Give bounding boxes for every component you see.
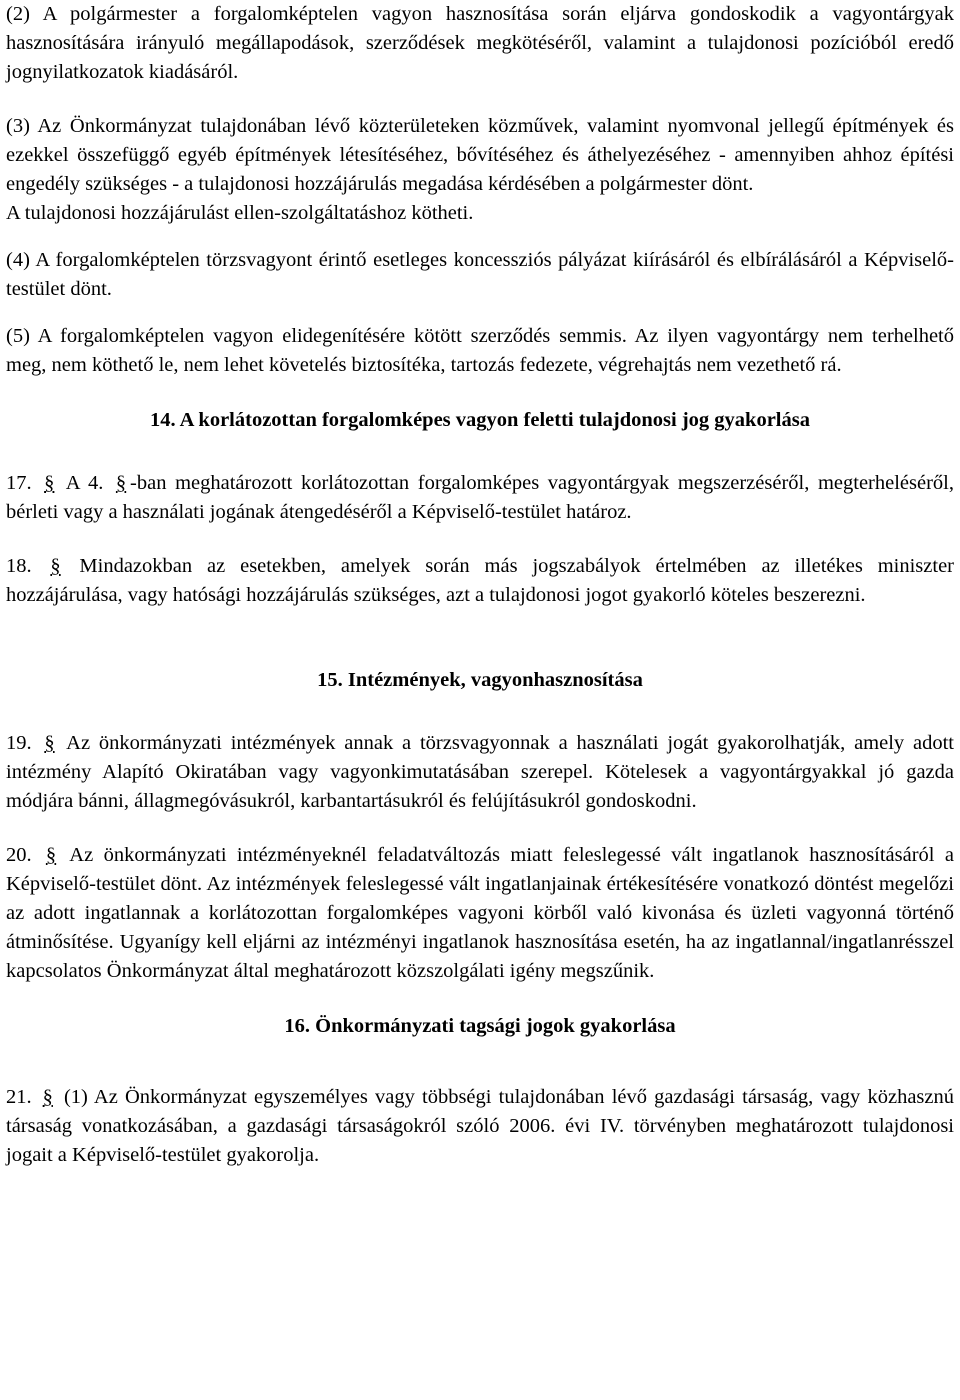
- heading-16: [6, 1012, 954, 1041]
- paragraph-21-number: 21.: [6, 1086, 32, 1108]
- heading-16-title: Önkormányzati tagsági jogok gyakorlása: [315, 1015, 676, 1037]
- paragraph-20-text: Az önkormányzati intézményeknél feladatváltozás miatt feleslegessé vált ingatlanok hasznosításáról a Képviselő-testület dönt. Az intézmények feleslegessé vált ingatlanjainak értékesítésére vonatkozó döntést megelőzi az adott ingatlannak a korlátozottan forgalomképes vagyoni körből való kivonása és üzleti vagyonná történő átminősítése. Ugyanígy kell eljárni az intézményi ingatlanok hasznosítása esetén, ha az ingatlannal/ingatlanrésszel kapcsolatos Önkormányzat által meghatározott közszolgálati igény megszűnik.: [6, 844, 954, 982]
- section-sign-icon: §: [44, 472, 55, 494]
- paragraph-19-text: Az önkormányzati intézmények annak a törzsvagyonnak a használati jogát gyakorolhatják, amely adott intézmény Alapító Okiratában vagy vagyonkimutatásában szerepel. Kötelesek a vagyontárgyakkal jó gazda módjára bánni, állagmegóvásukról, karbantartásukról és felújításukról gondoskodni.: [6, 732, 954, 812]
- paragraph-21-text: (1) Az Önkormányzat egyszemélyes vagy többségi tulajdonában lévő gazdasági társaság, vagy közhasznú társaság vonatkozásában, a gazdasági társaságokról szóló 2006. évi IV. törvényben meghatározott tulajdonosi jogait a Képviselő-testület gyakorolja.: [6, 1086, 955, 1166]
- paragraph-3: (3) Az Önkormányzat tulajdonában lévő közterületeken közművek, valamint nyomvonal jellegű építmények és ezekkel összefüggő egyéb építmények létesítéséhez, bővítéséhez és áthelyezéséhez - amennyiben ahhoz építési engedély szükséges - a tulajdonosi hozzájárulás megadása kérdésében a polgármester dönt.: [6, 115, 954, 195]
- paragraph-5: (5) A forgalomképtelen vagyon elidegenítésére kötött szerződés semmis. Az ilyen vagyontárgy nem terhelhető meg, nem köthető le, nem lehet követelés biztosítéka, tartozás fedezete, végrehajtás nem vezethető rá.: [6, 325, 954, 376]
- paragraph-18-number: 18.: [6, 555, 32, 577]
- section-sign-icon: §: [44, 732, 55, 754]
- section-sign-icon: §: [42, 1086, 53, 1108]
- paragraph-20-number: 20.: [6, 844, 32, 866]
- heading-16-number: 16.: [284, 1015, 310, 1037]
- paragraph-3b: A tulajdonosi hozzájárulást ellen-szolgáltatáshoz kötheti.: [6, 202, 474, 224]
- paragraph-17-ref: A 4.: [65, 472, 104, 494]
- paragraph-19: [6, 729, 954, 816]
- heading-14-title: A korlátozottan forgalomképes vagyon feletti tulajdonosi jog gyakorlása: [179, 409, 810, 431]
- document-page: [6, 0, 954, 1170]
- paragraph-17: [6, 469, 954, 527]
- paragraph-17-text: -ban meghatározott korlátozottan forgalomképes vagyontárgyak megszerzéséről, megterheléséről, bérleti vagy a használati jogának átengedéséről a Képviselő-testület határoz.: [6, 472, 955, 523]
- section-sign-icon: §: [45, 844, 57, 866]
- paragraph-20: [6, 841, 954, 986]
- heading-14-number: 14.: [150, 409, 176, 431]
- paragraph-19-number: 19.: [6, 732, 32, 754]
- heading-15: [6, 666, 954, 695]
- heading-14: [6, 406, 954, 435]
- section-sign-icon: §: [115, 472, 127, 494]
- paragraph-4: (4) A forgalomképtelen törzsvagyont érintő esetleges koncessziós pályázat kiírásáról és elbírálásáról a Képviselő-testület dönt.: [6, 249, 954, 300]
- paragraph-17-number: 17.: [6, 472, 32, 494]
- paragraph-2: (2) A polgármester a forgalomképtelen vagyon hasznosítása során eljárva gondoskodik a vagyontárgyak hasznosítására irányuló megállapodások, szerződések megkötéséről, valamint a tulajdonosi pozícióból eredő jognyilatkozatok kiadásáról.: [6, 3, 954, 83]
- paragraph-21: [6, 1083, 954, 1170]
- section-sign-icon: §: [50, 555, 61, 577]
- heading-15-title: Intézmények, vagyonhasznosítása: [347, 669, 643, 691]
- heading-15-number: 15.: [317, 669, 343, 691]
- paragraph-18-text: Mindazokban az esetekben, amelyek során más jogszabályok értelmében az illetékes miniszter hozzájárulása, vagy hatósági hozzájárulás szükséges, azt a tulajdonosi jogot gyakorló köteles beszerezni.: [6, 555, 954, 606]
- paragraph-18: [6, 552, 954, 610]
